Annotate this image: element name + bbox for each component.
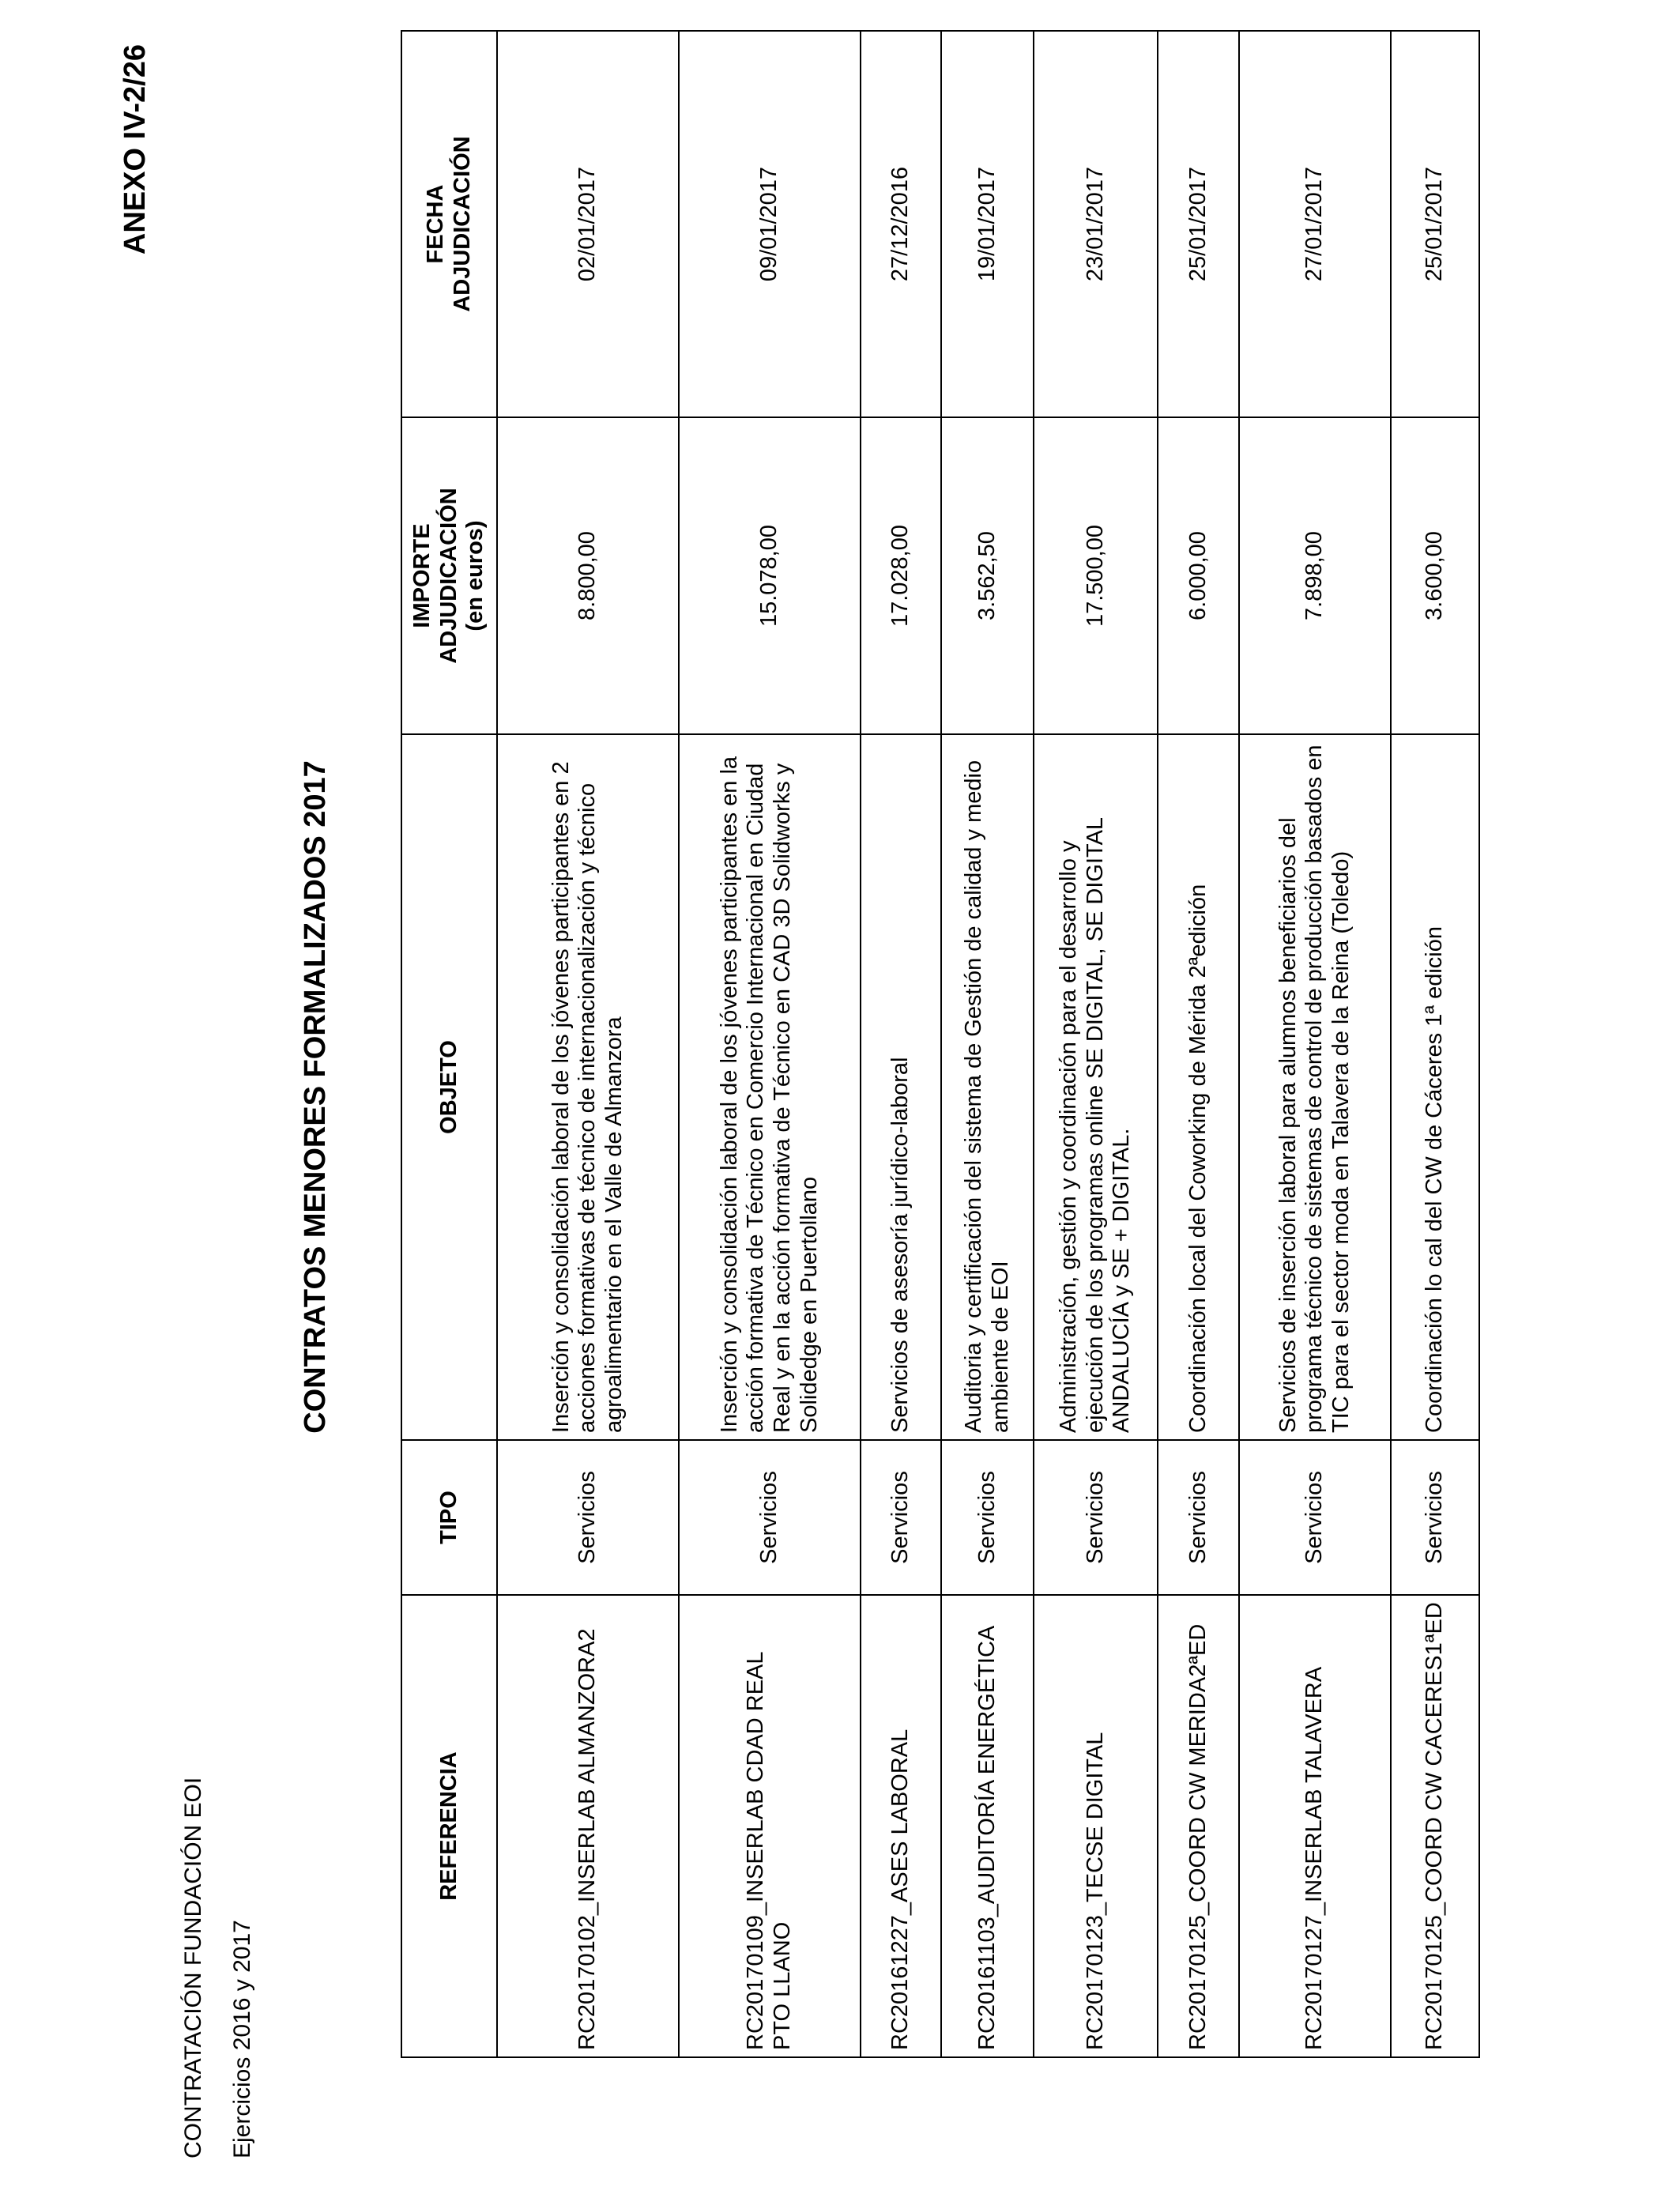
cell-objeto: Administración, gestión y coordinación para el desarrollo y ejecución de los programas online SE DIGITAL, SE DIGITAL ANDALUCÍA y SE + DIGITAL. [1034, 734, 1158, 1440]
cell-importe: 3.562,50 [941, 417, 1034, 734]
cell-fecha: 27/01/2017 [1239, 31, 1391, 417]
table-row [861, 31, 941, 2057]
contracts-table [401, 30, 1480, 2058]
document-title: CONTRATOS MENORES FORMALIZADOS 2017 [299, 760, 332, 1434]
cell-referencia: RC20161227_ASES LABORAL [861, 1595, 941, 2057]
cell-objeto: Servicios de asesoría jurídico-laboral [861, 734, 941, 1440]
cell-importe: 3.600,00 [1391, 417, 1479, 734]
cell-importe: 15.078,00 [679, 417, 861, 734]
cell-fecha: 25/01/2017 [1158, 31, 1239, 417]
cell-tipo: Servicios [679, 1440, 861, 1595]
header-fecha [401, 31, 497, 417]
cell-tipo: Servicios [497, 1440, 679, 1595]
header-importe-line2: ADJUDICACIÓN [435, 488, 461, 664]
cell-objeto: Inserción y consolidación laboral de los jóvenes participantes en la acción formativa de Técnico en Comercio Internacional en Ciudad Real y en la acción formativa de Técnico en CAD 3D Solidworks y Solidedge en Puertollano [679, 734, 861, 1440]
cell-objeto: Inserción y consolidación laboral de los jóvenes participantes en 2 acciones formativas de técnico de internacionalización y técnico agroalimentario en el Valle de Almanzora [497, 734, 679, 1440]
header-importe-line3: (en euros) [462, 520, 488, 631]
cell-fecha: 19/01/2017 [941, 31, 1034, 417]
header-objeto: OBJETO [401, 734, 497, 1440]
cell-objeto: Coordinación lo cal del CW de Cáceres 1ª edición [1391, 734, 1479, 1440]
cell-referencia: RC20170125_COORD CW CACERES1ªED [1391, 1595, 1479, 2057]
cell-tipo: Servicios [1158, 1440, 1239, 1595]
cell-importe: 17.028,00 [861, 417, 941, 734]
cell-fecha: 09/01/2017 [679, 31, 861, 417]
organization-name: CONTRATACIÓN FUNDACIÓN EOI [180, 1777, 206, 2158]
cell-referencia: RC20170109_INSERLAB CDAD REAL PTO LLANO [679, 1595, 861, 2057]
header-importe [401, 417, 497, 734]
cell-referencia: RC20170127_INSERLAB TALAVERA [1239, 1595, 1391, 2057]
cell-referencia: RC20170123_TECSE DIGITAL [1034, 1595, 1158, 2057]
table-header-row [401, 31, 497, 2057]
cell-objeto: Auditoria y certificación del sistema de Gestión de calidad y medio ambiente de EOI [941, 734, 1034, 1440]
header-importe-line1: IMPORTE [409, 523, 435, 628]
table-row [1391, 31, 1479, 2057]
cell-tipo: Servicios [861, 1440, 941, 1595]
table-row [941, 31, 1034, 2057]
header-referencia: REFERENCIA [401, 1595, 497, 2057]
table-row [679, 31, 861, 2057]
cell-tipo: Servicios [941, 1440, 1034, 1595]
fiscal-period: Ejercicios 2016 y 2017 [229, 1920, 255, 2158]
cell-fecha: 23/01/2017 [1034, 31, 1158, 417]
cell-importe: 8.800,00 [497, 417, 679, 734]
cell-importe: 7.898,00 [1239, 417, 1391, 734]
header-tipo: TIPO [401, 1440, 497, 1595]
table-row [1158, 31, 1239, 2057]
annex-number: ANEXO IV-2/26 [119, 44, 152, 255]
cell-referencia: RC20161103_AUDITORÍA ENERGÉTICA [941, 1595, 1034, 2057]
cell-tipo: Servicios [1034, 1440, 1158, 1595]
cell-tipo: Servicios [1391, 1440, 1479, 1595]
cell-referencia: RC20170102_INSERLAB ALMANZORA2 [497, 1595, 679, 2057]
header-fecha-line2: ADJUDICACIÓN [449, 136, 475, 312]
table-row [1034, 31, 1158, 2057]
cell-objeto: Servicios de inserción laboral para alumnos beneficiarios del programa técnico de sistemas de control de producción basados en TIC para el sector moda en Talavera de la Reina (Toledo) [1239, 734, 1391, 1440]
cell-importe: 17.500,00 [1034, 417, 1158, 734]
cell-fecha: 02/01/2017 [497, 31, 679, 417]
cell-objeto: Coordinación local del Coworking de Mérida 2ªedición [1158, 734, 1239, 1440]
cell-importe: 6.000,00 [1158, 417, 1239, 734]
cell-tipo: Servicios [1239, 1440, 1391, 1595]
table-row [497, 31, 679, 2057]
cell-referencia: RC20170125_COORD CW MERIDA2ªED [1158, 1595, 1239, 2057]
table-row [1239, 31, 1391, 2057]
cell-fecha: 25/01/2017 [1391, 31, 1479, 417]
cell-fecha: 27/12/2016 [861, 31, 941, 417]
header-fecha-line1: FECHA [422, 184, 448, 264]
